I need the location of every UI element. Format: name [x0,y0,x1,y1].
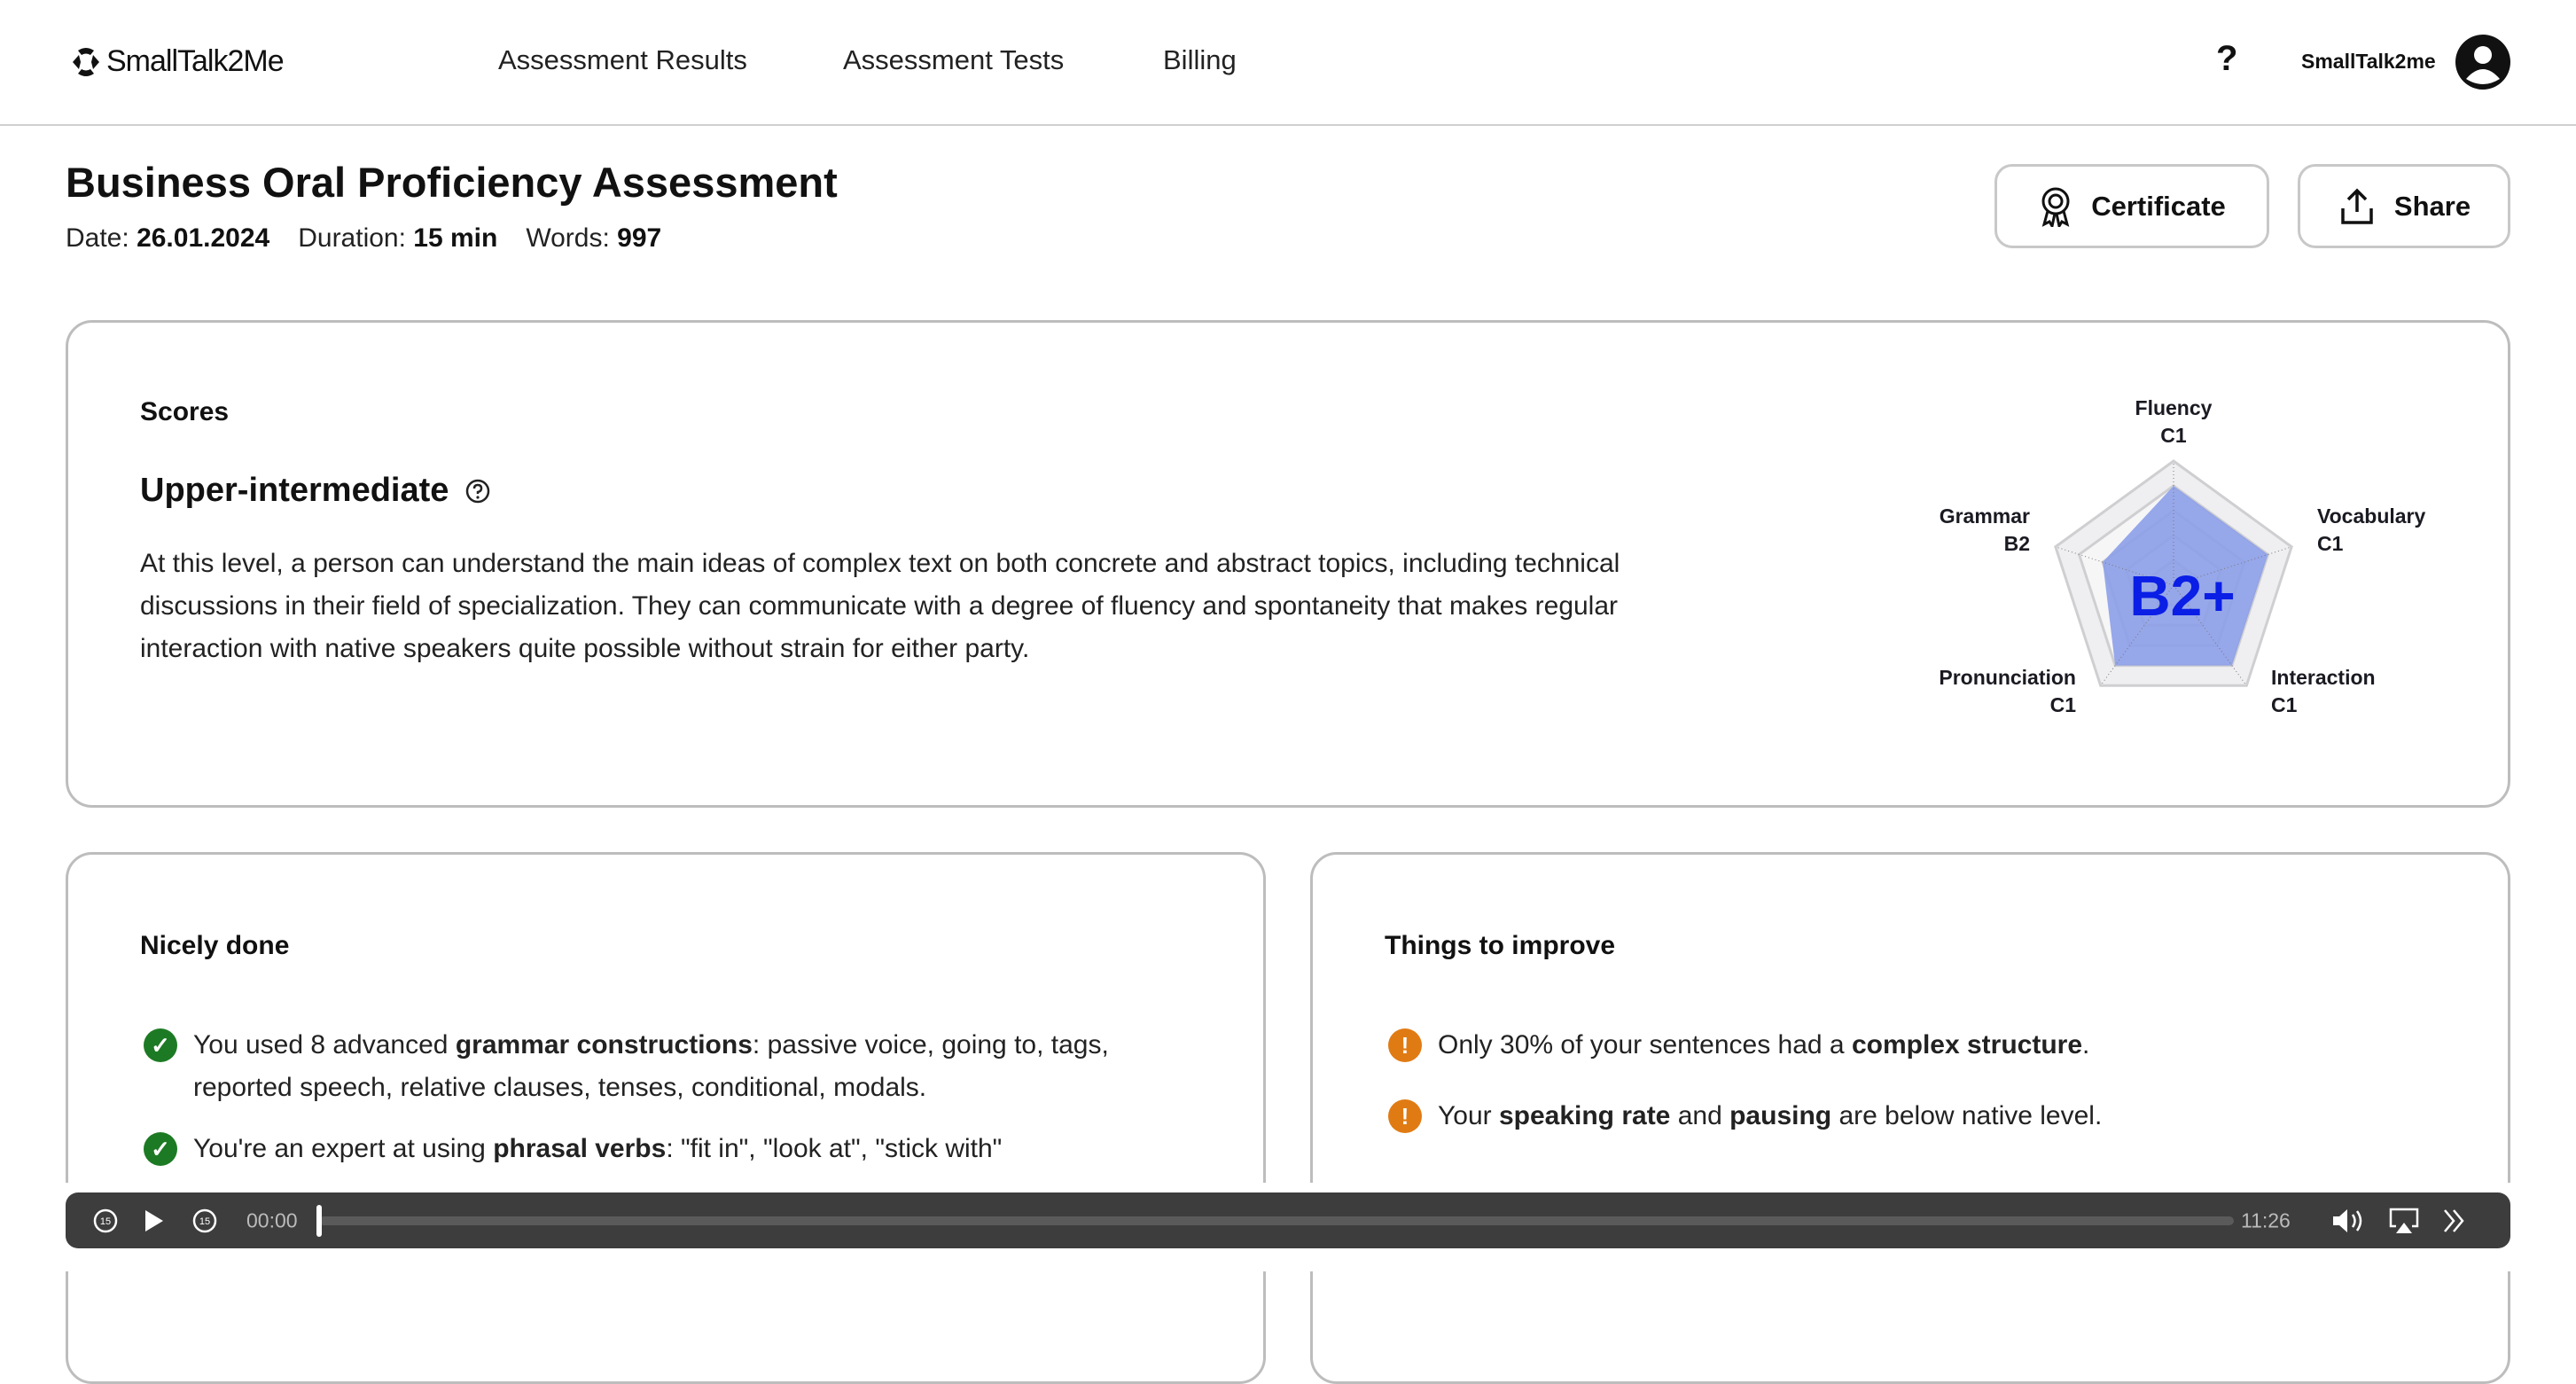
rewind-15-icon[interactable] [92,1208,119,1234]
progress-track[interactable] [319,1216,2234,1225]
radar-axis-label: Vocabulary [2317,504,2426,528]
radar-axis-value: C1 [2317,532,2344,555]
nav-billing[interactable]: Billing [1163,44,1237,75]
logo-icon [69,47,103,77]
username[interactable]: SmallTalk2me [2301,50,2436,73]
logo-text: SmallTalk2Me [106,44,284,78]
logo[interactable] [69,44,284,79]
radar-axis-label: Fluency [2135,396,2213,419]
date: Date: 26.01.2024 [66,223,270,253]
radar-axis-value: B2 [2003,532,2030,555]
progress-thumb[interactable] [316,1205,322,1237]
nav-assessment-tests[interactable]: Assessment Tests [843,44,1065,75]
avatar-icon[interactable] [2455,35,2510,90]
play-icon[interactable] [144,1209,165,1232]
current-time: 00:00 [246,1208,298,1232]
forward-15-icon[interactable] [191,1208,218,1234]
volume-icon[interactable] [2331,1207,2367,1235]
words: Words: 997 [526,223,662,253]
nicely-done-heading: Nicely done [140,931,290,960]
warning-icon: ! [1388,1099,1422,1133]
radar-axis-value: C1 [2160,424,2187,447]
playback-speed-icon[interactable] [2441,1208,2468,1234]
certificate-button[interactable] [1994,164,2269,248]
share-label: Share [2393,190,2471,222]
list-item: ✓ You're an expert at using phrasal verbs: "fit in", "look at", "stick with" [144,1128,1190,1170]
level-name: Upper-intermediate [140,472,449,509]
check-circle-icon: ✓ [144,1132,177,1166]
share-icon [2338,187,2377,226]
assessment-meta [66,223,661,254]
duration: Duration: 15 min [298,223,498,253]
skills-radar-chart [1908,390,2439,727]
list-item: ! Your speaking rate and pausing are below native level. [1388,1095,2434,1138]
radar-axis-label: Pronunciation [1939,666,2076,689]
warning-icon: ! [1388,1028,1422,1062]
radar-center-label: B2+ [2129,564,2236,628]
radar-axis-label: Interaction [2271,666,2376,689]
list-item: ✓ You used 8 advanced grammar constructions: passive voice, going to, tags, reported speech, relative clauses, tenses, conditional, modals. [144,1024,1190,1109]
total-time: 11:26 [2241,1208,2291,1232]
certificate-icon [2038,186,2073,227]
svg-text:15: 15 [199,1216,211,1227]
radar-axis-value: C1 [2271,693,2298,716]
page-title: Business Oral Proficiency Assessment [66,159,838,206]
audio-player [66,1192,2510,1248]
improve-heading: Things to improve [1385,931,1616,960]
nav-assessment-results[interactable]: Assessment Results [498,44,747,75]
level-title [140,472,491,510]
top-nav [0,0,2576,126]
help-icon[interactable]: ? [2216,39,2238,78]
svg-text:15: 15 [99,1216,112,1227]
scores-heading: Scores [140,397,230,426]
radar-axis-value: C1 [2049,693,2076,716]
level-description: At this level, a person can understand the main ideas of complex text on both concrete and abstract topics, including technical discussions in their field of specialization. They can communicate with a degree of fluency and spontaneity that makes regular interaction with native speakers quite possible without strain for either party. [140,549,1620,663]
airplay-icon[interactable] [2388,1207,2420,1235]
certificate-label: Certificate [2091,190,2226,222]
check-circle-icon: ✓ [144,1028,177,1062]
help-circle-icon[interactable] [464,478,491,504]
list-item: ! Only 30% of your sentences had a complex structure. [1388,1024,2434,1067]
share-button[interactable] [2298,164,2510,248]
radar-axis-label: Grammar [1939,504,2030,528]
